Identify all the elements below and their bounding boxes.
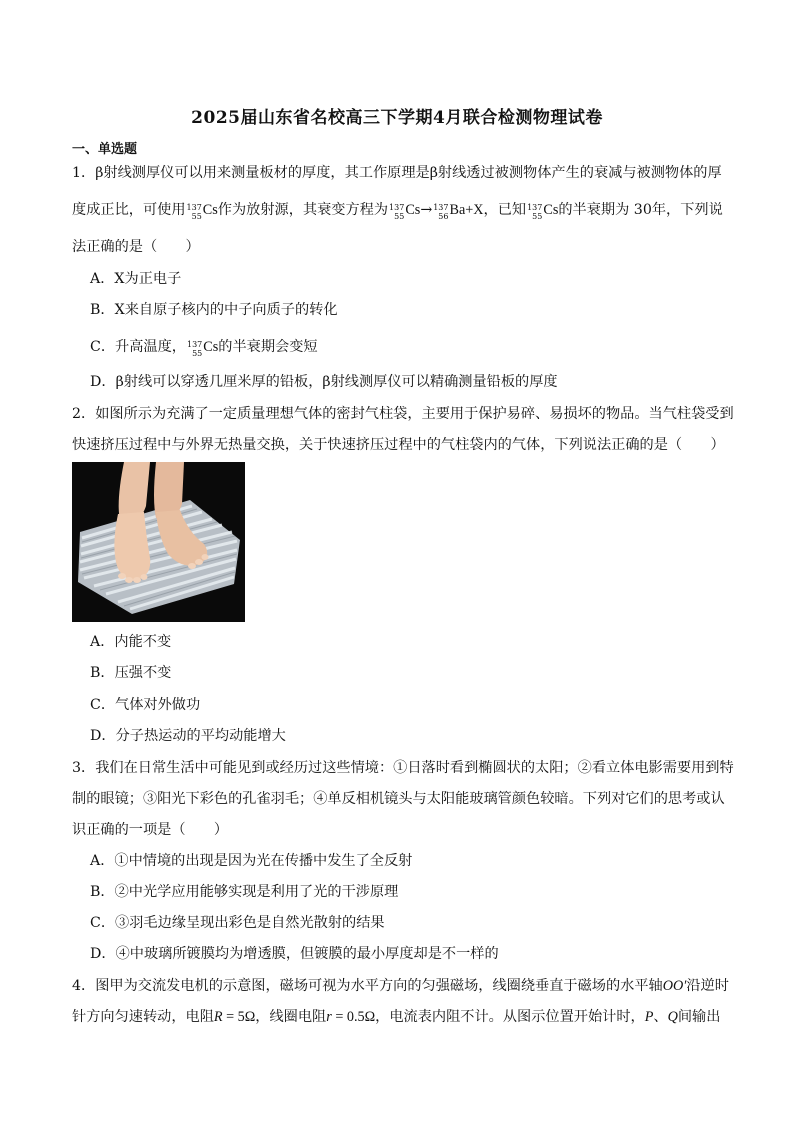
q1-option-d: D．β射线可以穿透几厘米厚的铅板，β射线测厚仪可以精确测量铅板的厚度 xyxy=(90,374,558,390)
arrow-symbol: → xyxy=(420,202,433,218)
q2-line-2: 快速挤压过程中与外界无热量交换，关于快速挤压过程中的气柱袋内的气体，下列说法正确的是（ ） xyxy=(72,437,725,453)
q3-option-b: B．②中光学应用能够实现是利用了光的干涉原理 xyxy=(90,884,399,900)
q2-line-1: 2．如图所示为充满了一定质量理想气体的密封气柱袋，主要用于保护易碎、易损坏的物品。当气柱袋受到 xyxy=(72,406,734,422)
q1-option-b: B．X来自原子核内的中子向质子的转化 xyxy=(90,302,338,318)
q2-option-a: A．内能不变 xyxy=(90,634,172,650)
q1-option-c: C．升高温度， 137 55 Cs的半衰期会变短 xyxy=(90,339,318,358)
cs-isotope-notation: 137 55 xyxy=(186,340,203,358)
q3-line-1: 3．我们在日常生活中可能见到或经历过这些情境：①日落时看到椭圆状的太阳；②看立体电影需要用到特 xyxy=(72,760,734,776)
axis-label: OO′ xyxy=(662,978,687,994)
cs-isotope-notation: 137 55 xyxy=(186,203,202,221)
q1-line-1: 1．β射线测厚仪可以用来测量板材的厚度，其工作原理是β射线透过被测物体产生的衰减与被测物体的厚 xyxy=(72,165,722,181)
q3-option-c: C．③羽毛边缘呈现出彩色是自然光散射的结果 xyxy=(90,915,385,931)
q1-text: 度成正比，可使用 xyxy=(72,202,186,218)
q4-line-2: 针方向匀速转动，电阻R = 5Ω，线圈电阻r = 0.5Ω，电流表内阻不计。从图示位置开始计时，P、Q间输出 xyxy=(72,1009,721,1025)
q2-option-c: C．气体对外做功 xyxy=(90,697,201,713)
q3-line-3: 识正确的一项是（ ） xyxy=(72,822,229,838)
ba-isotope-notation: 137 56 xyxy=(433,203,449,221)
section-heading: 一、单选题 xyxy=(72,142,138,157)
q1-line-2: 度成正比，可使用 137 55 Cs作为放射源，其衰变方程为 137 55 Cs→ 137 56 Ba+X，已知 137 55 Cs的半衰期为 30年，下列说 xyxy=(72,202,723,221)
q3-option-d: D．④中玻璃所镀膜均为增透膜，但镀膜的最小厚度却是不一样的 xyxy=(90,946,499,962)
q2-option-b: B．压强不变 xyxy=(90,665,172,681)
cs-isotope-notation: 137 55 xyxy=(389,203,405,221)
q3-option-a: A．①中情境的出现是因为光在传播中发生了全反射 xyxy=(90,853,413,869)
q1-option-a: A．X为正电子 xyxy=(90,271,182,287)
page-title: 2025届山东省名校高三下学期4月联合检测物理试卷 xyxy=(191,108,603,128)
q1-line-3: 法正确的是（ ） xyxy=(72,239,200,255)
q3-line-2: 制的眼镜；③阳光下彩色的孔雀羽毛；④单反相机镜头与太阳能玻璃管颜色较暗。下列对它们的思考或认 xyxy=(72,791,725,807)
air-column-bag-photo xyxy=(72,462,245,622)
q4-line-1: 4．图甲为交流发电机的示意图，磁场可视为水平方向的匀强磁场，线圈绕垂直于磁场的水平轴OO′沿逆时 xyxy=(72,978,729,994)
q2-option-d: D．分子热运动的平均动能增大 xyxy=(90,728,286,744)
cs-isotope-notation: 137 55 xyxy=(527,203,543,221)
